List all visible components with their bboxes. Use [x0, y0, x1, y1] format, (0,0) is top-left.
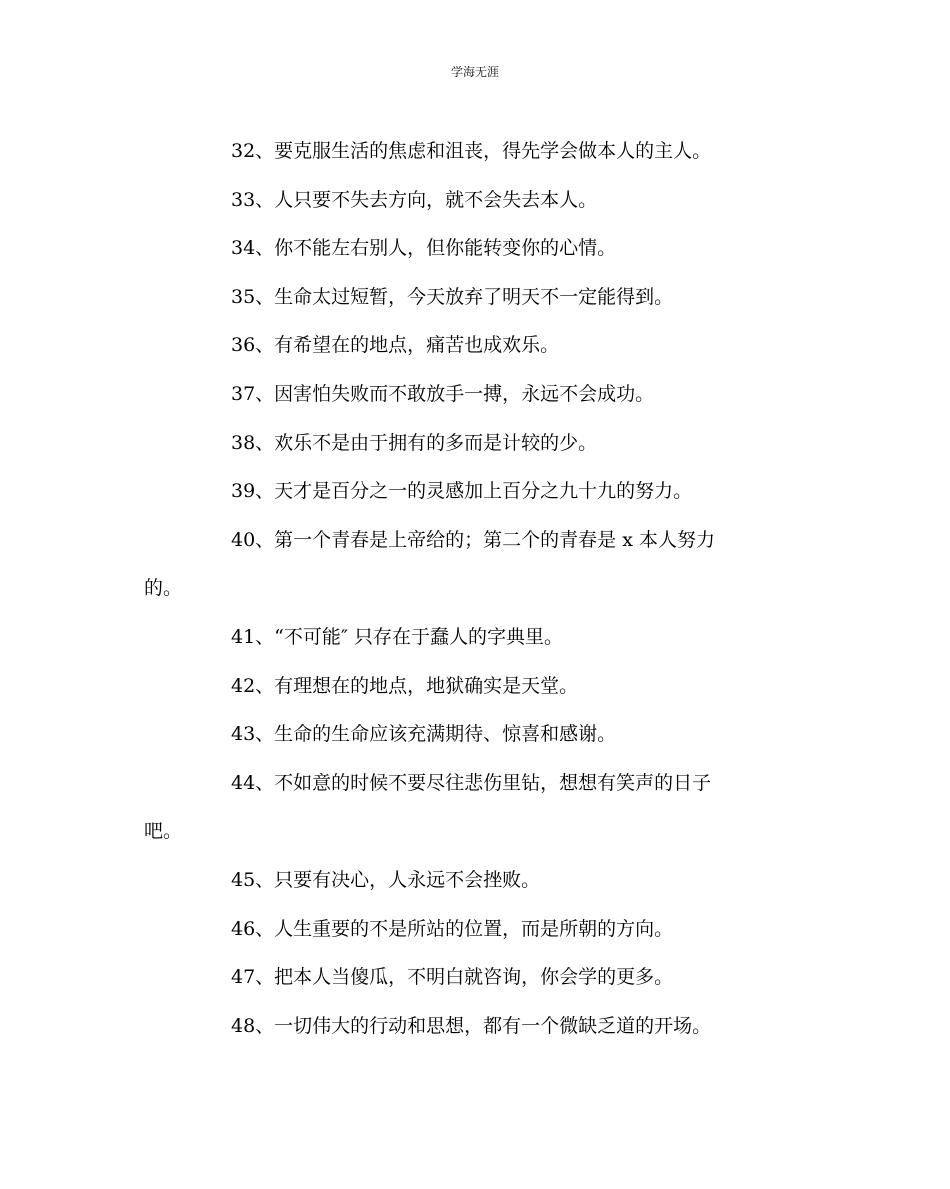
- quote-text: 36、有希望在的地点，痛苦也成欢乐。: [231, 334, 560, 357]
- quote-text: 39、天才是百分之一的灵感加上百分之九十九的努力。: [231, 480, 693, 503]
- quote-text: 37、因害怕失败而不敢放手一搏，永远不会成功。: [231, 382, 655, 405]
- quote-text: 48、一切伟大的行动和思想，都有一个微缺乏道的开场。: [231, 1014, 712, 1037]
- quote-text: 40、第一个青春是上帝给的；第二个的青春是 x 本人努力: [231, 528, 715, 551]
- quote-text: 35、生命太过短暂，今天放弃了明天不一定能得到。: [231, 285, 674, 308]
- quote-paragraph: [0, 321, 950, 370]
- quote-paragraph: [0, 273, 950, 322]
- quote-text: 38、欢乐不是由于拥有的多而是计较的少。: [231, 431, 598, 454]
- quote-text: 43、生命的生命应该充满期待、惊喜和感谢。: [231, 723, 617, 746]
- quote-paragraph: [0, 856, 950, 905]
- quote-paragraph: [0, 1002, 950, 1051]
- quote-text: 34、你不能左右别人，但你能转变你的心情。: [231, 237, 617, 260]
- quote-paragraph: [0, 759, 950, 856]
- quote-paragraph: [0, 905, 950, 954]
- quote-text: 44、不如意的时候不要尽往悲伤里钻，想想有笑声的日子: [231, 771, 712, 794]
- quote-paragraph: [0, 953, 950, 1002]
- quote-paragraph: [0, 127, 950, 176]
- quote-text: 33、人只要不失去方向，就不会失去本人。: [231, 188, 598, 211]
- quote-paragraph: [0, 467, 950, 516]
- quote-continuation: 的。: [144, 577, 183, 600]
- quote-paragraph: [0, 224, 950, 273]
- quote-paragraph: [0, 710, 950, 759]
- quote-paragraph: [0, 419, 950, 468]
- quote-paragraph: [0, 176, 950, 225]
- quote-text: 42、有理想在的地点，地狱确实是天堂。: [231, 674, 579, 697]
- quote-text: 32、要克服生活的焦虑和沮丧，得先学会做本人的主人。: [231, 140, 712, 162]
- quote-continuation: 吧。: [144, 820, 183, 843]
- quote-text: 41、“不可能″ 只存在于蠢人的字典里。: [231, 625, 564, 648]
- quote-paragraph: [0, 662, 950, 711]
- quote-text: 46、人生重要的不是所站的位置，而是所朝的方向。: [231, 917, 674, 940]
- quote-paragraph: [0, 516, 950, 613]
- page-header: 学海无涯: [450, 65, 499, 79]
- quote-paragraph: [0, 613, 950, 662]
- quote-list: [0, 127, 950, 1050]
- quote-text: 47、把本人当傻瓜，不明白就咨询，你会学的更多。: [231, 966, 674, 989]
- quote-text: 45、只要有决心，人永远不会挫败。: [231, 868, 541, 891]
- quote-paragraph: [0, 370, 950, 419]
